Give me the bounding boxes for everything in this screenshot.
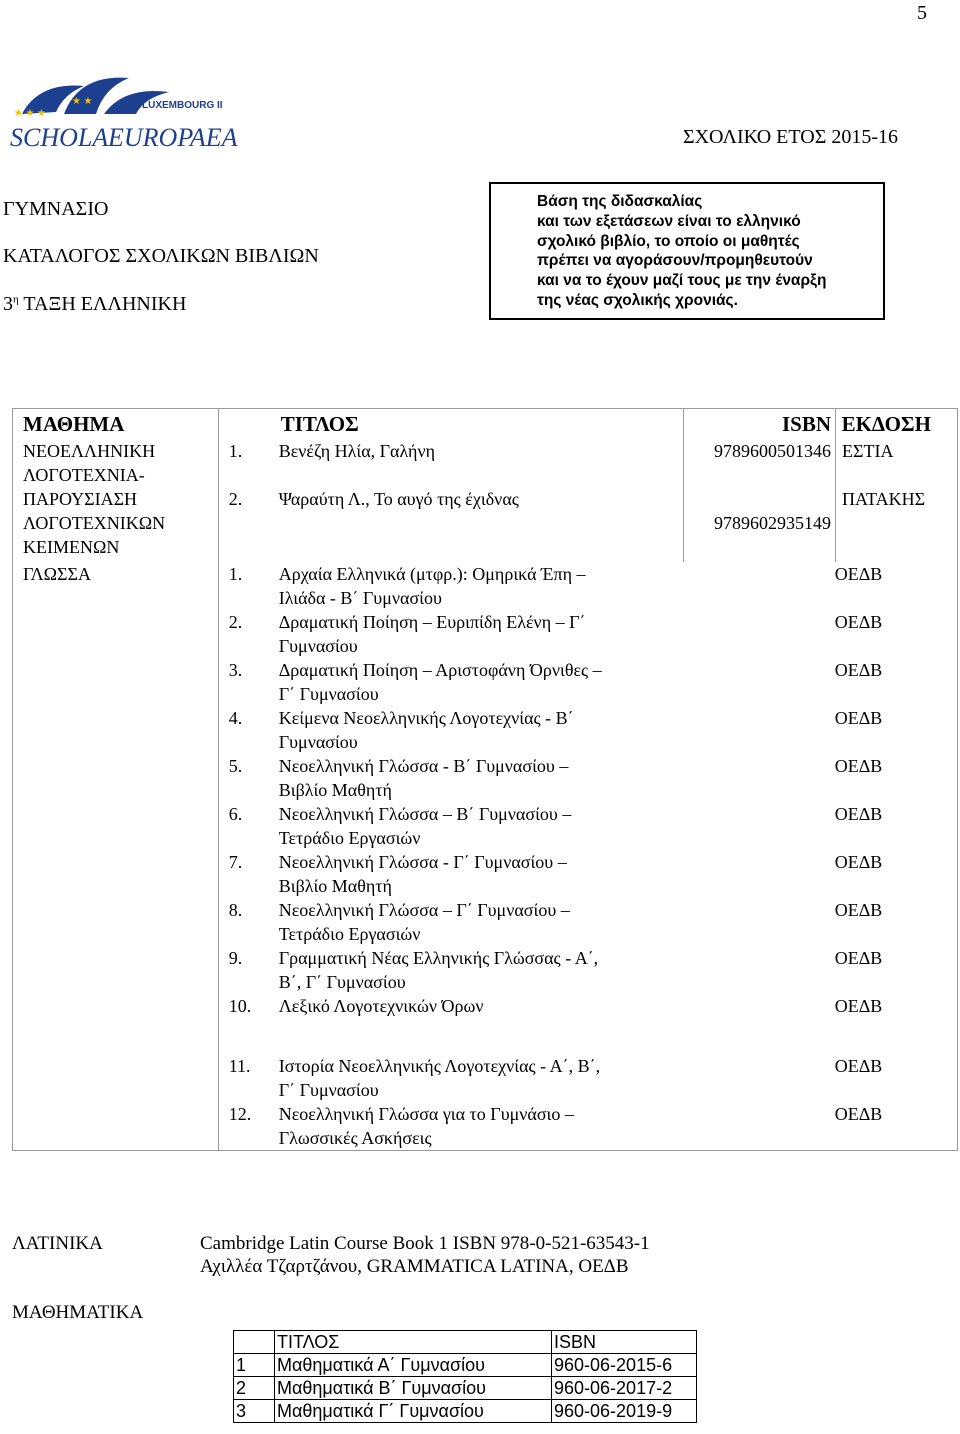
book-title-line: Βιβλίο Μαθητή	[278, 780, 392, 800]
book-title-line: Ιλιάδα - Β΄ Γυμνασίου	[278, 588, 442, 608]
table-row	[234, 1354, 697, 1377]
subject-line: ΛΟΓΟΤΕΧΝΙΚΩΝ	[23, 513, 166, 533]
book-title-line: Δραματική Ποίηση – Ευριπίδη Ελένη – Γ΄	[278, 612, 586, 632]
math-isbn: 960-06-2015-6	[552, 1354, 697, 1377]
math-num: 2	[234, 1377, 275, 1400]
book-entry	[229, 439, 683, 487]
book-publisher: ΟΕΔΒ	[834, 660, 883, 680]
book-publisher: ΟΕΔΒ	[834, 564, 883, 584]
book-number: 3.	[228, 660, 243, 680]
greek-books-table	[12, 408, 958, 1151]
svg-text:LUXEMBOURG II: LUXEMBOURG II	[142, 100, 223, 111]
book-title: Ψαραύτη Λ., Το αυγό της έχιδνας	[278, 489, 519, 509]
book-publisher: ΟΕΔΒ	[834, 852, 883, 872]
book-entry	[229, 850, 957, 898]
book-title-line: Νεοελληνική Γλώσσα για το Γυμνάσιο –	[278, 1104, 574, 1124]
subject-literature	[13, 439, 219, 562]
notice-line: σχολικό βιβλίο, το οποίο οι μαθητές	[537, 232, 800, 250]
book-title-line: Αρχαία Ελληνικά (μτφρ.): Ομηρικά Έπη –	[278, 564, 586, 584]
notice-line: και να το έχουν μαζί τους με την έναρξη	[537, 272, 827, 290]
latin-label: ΛΑΤΙΝΙΚΑ	[12, 1233, 103, 1254]
class-number: 3	[3, 293, 13, 315]
math-title: Μαθηματικά Α΄ Γυμνασίου	[275, 1354, 552, 1377]
book-title-line: Τετράδιο Εργασιών	[278, 924, 421, 944]
book-number: 2.	[228, 612, 243, 632]
table-header-row	[13, 409, 958, 440]
book-publisher: ΟΕΔΒ	[834, 756, 883, 776]
svg-text:SCHOLA: SCHOLA	[10, 123, 109, 152]
book-number: 7.	[228, 852, 243, 872]
book-title	[279, 898, 634, 946]
book-publisher: ΟΕΔΒ	[834, 612, 883, 632]
book-isbn: 9789602935149	[714, 513, 832, 533]
schola-europaea-logo	[4, 64, 244, 156]
svg-text:★ ★ ★: ★ ★ ★	[14, 108, 46, 119]
header-publisher: ΕΚΔΟΣΗ	[836, 409, 958, 440]
class-superscript: η	[13, 293, 19, 306]
book-title-line: Βιβλίο Μαθητή	[278, 876, 392, 896]
latin-book-1: Cambridge Latin Course Book 1 ISBN 978-0-521-63543-1	[200, 1233, 650, 1254]
book-entry	[229, 898, 957, 946]
math-num: 1	[234, 1354, 275, 1377]
notice-line: Βάση της διδασκαλίας	[537, 193, 703, 210]
literature-titles	[218, 439, 683, 562]
math-header-isbn: ISBN	[552, 1331, 697, 1354]
book-entry	[229, 994, 957, 1042]
table-row	[13, 562, 958, 1151]
book-title-line: Νεοελληνική Γλώσσα - Γ΄ Γυμνασίου –	[278, 852, 567, 872]
book-number: 1.	[228, 441, 243, 461]
book-title	[279, 1054, 634, 1102]
book-entry	[229, 946, 957, 994]
class-title	[3, 293, 186, 316]
subject-line: ΛΟΓΟΤΕΧΝΙΑ-	[23, 465, 145, 485]
page-number: 5	[917, 2, 927, 24]
book-number: 9.	[228, 948, 243, 968]
book-title-line: Νεοελληνική Γλώσσα - Β΄ Γυμνασίου –	[278, 756, 569, 776]
notice-line: της νέας σχολικής χρονιάς.	[537, 291, 738, 309]
book-entry	[229, 1054, 957, 1102]
book-title	[279, 946, 634, 994]
book-publisher: ΟΕΔΒ	[834, 1056, 883, 1076]
book-publisher: ΟΕΔΒ	[834, 1104, 883, 1124]
header-title: ΤΙΤΛΟΣ	[218, 409, 683, 440]
book-publisher: ΕΣΤΙΑ	[842, 441, 894, 461]
book-title-line: Νεοελληνική Γλώσσα – Γ΄ Γυμνασίου –	[278, 900, 570, 920]
book-title-line: Κείμενα Νεοελληνικής Λογοτεχνίας - Β΄	[278, 708, 574, 728]
table-row	[234, 1377, 697, 1400]
literature-publishers	[836, 439, 958, 562]
book-title-line: Δραματική Ποίηση – Αριστοφάνη Όρνιθες –	[278, 660, 602, 680]
subject-language: ΓΛΩΣΣΑ	[13, 562, 219, 1151]
book-entry	[229, 658, 957, 706]
book-entry	[229, 754, 957, 802]
notice-box	[489, 182, 885, 320]
school-year: ΣΧΟΛΙΚΟ ΕΤΟΣ 2015-16	[682, 126, 898, 148]
book-publisher: ΟΕΔΒ	[834, 900, 883, 920]
book-title-line: Γ΄ Γυμνασίου	[278, 1080, 379, 1100]
book-title-line: Γλωσσικές Ασκήσεις	[278, 1128, 432, 1148]
book-title-line: Ιστορία Νεοελληνικής Λογοτεχνίας - Α΄, Β΄,	[278, 1056, 601, 1076]
header-isbn: ISBN	[684, 409, 836, 440]
book-title	[279, 1102, 634, 1150]
book-title-line: Λεξικό Λογοτεχνικών Όρων	[278, 996, 484, 1016]
table-row	[13, 439, 958, 562]
book-entry	[229, 802, 957, 850]
book-publisher: ΠΑΤΑΚΗΣ	[842, 489, 926, 509]
book-number: 4.	[228, 708, 243, 728]
book-title-line: Γραμματική Νέας Ελληνικής Γλώσσας - Α΄,	[278, 948, 599, 968]
book-title-line: Γ΄ Γυμνασίου	[278, 684, 379, 704]
notice-line: πρέπει να αγοράσουν/προμηθευτούν	[537, 252, 813, 270]
math-header-title: ΤΙΤΛΟΣ	[275, 1331, 552, 1354]
book-title	[279, 994, 634, 1018]
math-label: ΜΑΘΗΜΑΤΙΚΑ	[12, 1302, 144, 1323]
book-entry	[229, 610, 957, 658]
book-entry	[229, 562, 957, 610]
math-isbn: 960-06-2017-2	[552, 1377, 697, 1400]
math-books-table	[233, 1330, 697, 1423]
class-name: ΤΑΞΗ ΕΛΛΗΝΙΚΗ	[18, 293, 187, 315]
svg-text:★ ★: ★ ★	[72, 96, 93, 107]
book-title-line: Νεοελληνική Γλώσσα – Β΄ Γυμνασίου –	[278, 804, 572, 824]
latin-book-2: Αχιλλέα Τζαρτζάνου, GRAMMATICA LATINA, ΟΕΔΒ	[200, 1256, 629, 1277]
math-title: Μαθηματικά Γ΄ Γυμνασίου	[275, 1400, 552, 1423]
book-title-line: Β΄, Γ΄ Γυμνασίου	[278, 972, 406, 992]
book-title	[279, 610, 634, 658]
book-number: 12.	[228, 1104, 252, 1124]
book-title	[279, 850, 634, 898]
book-number: 6.	[228, 804, 243, 824]
book-publisher: ΟΕΔΒ	[834, 996, 883, 1016]
book-title	[279, 706, 634, 754]
table-row	[234, 1400, 697, 1423]
book-title	[279, 802, 634, 850]
book-number: 5.	[228, 756, 243, 776]
book-title: Βενέζη Ηλία, Γαλήνη	[278, 441, 436, 461]
book-title	[279, 562, 634, 610]
header-subject: ΜΑΘΗΜΑ	[13, 409, 219, 440]
subject-line: ΝΕΟΕΛΛΗΝΙΚΗ	[23, 441, 156, 461]
book-number: 2.	[228, 489, 243, 509]
book-title	[279, 658, 634, 706]
svg-text:EUROPAEA: EUROPAEA	[108, 123, 238, 152]
book-title-line: Τετράδιο Εργασιών	[278, 828, 421, 848]
book-title	[279, 754, 634, 802]
book-title-line: Γυμνασίου	[278, 732, 358, 752]
math-title: Μαθηματικά Β΄ Γυμνασίου	[275, 1377, 552, 1400]
language-books	[218, 562, 957, 1151]
book-entry	[229, 1102, 957, 1150]
book-number: 8.	[228, 900, 243, 920]
subject-line: ΠΑΡΟΥΣΙΑΣΗ	[23, 489, 138, 509]
literature-isbns	[684, 439, 836, 562]
math-header-num	[234, 1331, 275, 1354]
book-publisher: ΟΕΔΒ	[834, 708, 883, 728]
catalog-title: ΚΑΤΑΛΟΓΟΣ ΣΧΟΛΙΚΩΝ ΒΙΒΛΙΩΝ	[3, 245, 319, 267]
book-number: 11.	[228, 1056, 251, 1076]
book-publisher: ΟΕΔΒ	[834, 804, 883, 824]
book-title-line: Γυμνασίου	[278, 636, 358, 656]
book-entry	[229, 706, 957, 754]
subject-line: ΚΕΙΜΕΝΩΝ	[23, 537, 120, 557]
book-number: 1.	[228, 564, 243, 584]
math-isbn: 960-06-2019-9	[552, 1400, 697, 1423]
book-number: 10.	[228, 996, 252, 1016]
notice-line: και των εξετάσεων είναι το ελληνικό	[537, 212, 801, 230]
book-isbn: 9789600501346	[714, 441, 832, 461]
book-entry	[229, 487, 683, 511]
math-header-row	[234, 1331, 697, 1354]
math-num: 3	[234, 1400, 275, 1423]
book-publisher: ΟΕΔΒ	[834, 948, 883, 968]
school-level: ΓΥΜΝΑΣΙΟ	[3, 198, 109, 220]
